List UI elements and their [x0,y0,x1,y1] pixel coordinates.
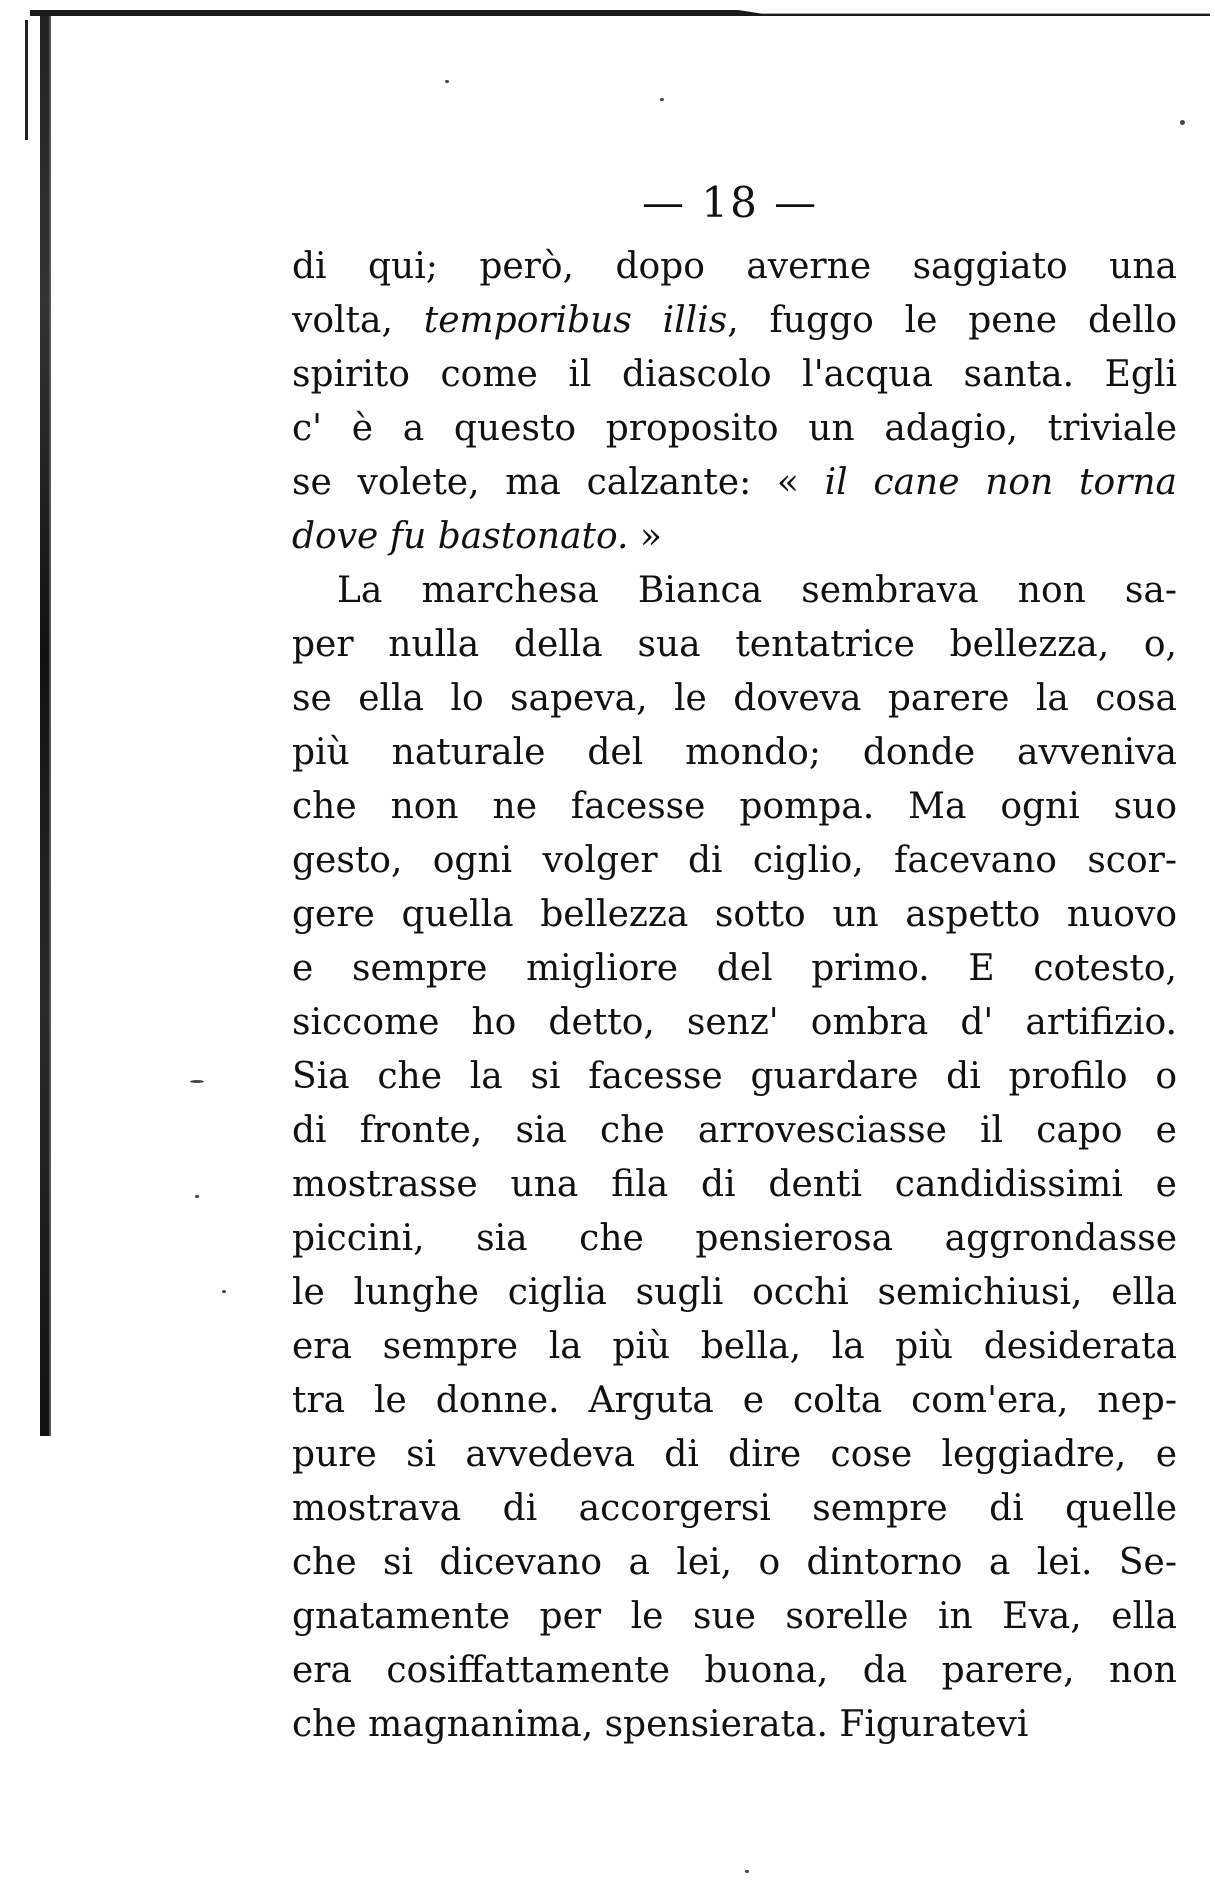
text-span: , fuggo le pene dello [727,300,1178,341]
text-span: spirito come il diascolo l'acqua santa. Egli [292,354,1177,395]
text-line [292,1482,1177,1536]
text-line [292,942,1177,996]
text-line [292,1212,1177,1266]
text-span: Sia che la si facesse guardare di profilo o [292,1056,1177,1097]
text-line [292,564,1177,618]
text-line [292,240,1177,294]
text-line [292,1104,1177,1158]
scan-speck [660,98,664,101]
text-line [292,1320,1177,1374]
text-span: gnatamente per le sue sorelle in Eva, ella [292,1596,1177,1637]
text-span: che non ne facesse pompa. Ma ogni suo [292,786,1177,827]
text-span: mostrava di accorgersi sempre di quelle [292,1488,1177,1529]
text-line [292,1374,1177,1428]
text-span: mostrasse una fila di denti candidissimi e [292,1164,1177,1205]
text-span: era sempre la più bella, la più desiderata [292,1326,1177,1367]
text-line [292,1644,1177,1698]
text-line [292,1590,1177,1644]
text-line [292,888,1177,942]
italic-text: dove fu bastonato. [292,516,629,557]
scan-speck [222,1290,226,1293]
text-line [292,348,1177,402]
italic-text: temporibus illis [423,300,728,341]
text-span: La marchesa Bianca sembrava non sa- [337,570,1177,611]
text-span: gere quella bellezza sotto un aspetto nuovo [292,894,1177,935]
text-line [292,780,1177,834]
text-line [292,510,1177,564]
text-line [292,1266,1177,1320]
text-span: che magnanima, spensierata. Figuratevi [292,1704,1029,1745]
text-span: più naturale del mondo; donde avveniva [292,732,1177,773]
text-span: le lunghe ciglia sugli occhi semichiusi, ella [292,1272,1177,1313]
scan-speck [190,1080,204,1083]
text-span: » [628,516,662,557]
text-span: di fronte, sia che arrovesciasse il capo e [292,1110,1177,1151]
text-span: se volete, ma calzante: « [292,462,825,503]
text-span: che si dicevano a lei, o dintorno a lei. Se- [292,1542,1177,1583]
text-span: se ella lo sapeva, le doveva parere la cosa [292,678,1177,719]
scan-binding-edge [40,16,51,1436]
scan-top-border [30,10,1210,16]
text-line [292,996,1177,1050]
text-line [292,834,1177,888]
text-line [292,672,1177,726]
text-line [292,1428,1177,1482]
text-span: tra le donne. Arguta e colta com'era, nep- [292,1380,1177,1421]
text-span: per nulla della sua tentatrice bellezza, o, [292,624,1177,665]
text-line [292,1158,1177,1212]
text-span: piccini, sia che pensierosa aggrondasse [292,1218,1177,1259]
text-span: pure si avvedeva di dire cose leggiadre, e [292,1434,1177,1475]
text-line [292,456,1177,510]
text-line [292,726,1177,780]
text-span: di qui; però, dopo averne saggiato una [292,246,1177,287]
text-span: siccome ho detto, senz' ombra d' artifizio. [292,1002,1177,1043]
text-line [292,1536,1177,1590]
text-span: c' è a questo proposito un adagio, triviale [292,408,1177,449]
text-span: e sempre migliore del primo. E cotesto, [292,948,1177,989]
text-line [292,402,1177,456]
text-line [292,1050,1177,1104]
text-span: volta, [292,300,424,341]
scan-speck [1180,120,1185,125]
text-span: gesto, ogni volger di ciglio, facevano scor- [292,840,1177,881]
text-line [292,294,1177,348]
scan-speck [195,1195,199,1198]
body-text [292,240,1177,1752]
italic-text: il cane non torna [824,462,1177,503]
text-line [292,618,1177,672]
text-span: era cosiffattamente buona, da parere, non [292,1650,1177,1691]
scan-speck [745,1870,749,1873]
scan-speck [445,80,449,83]
page-number: — 18 — [642,178,819,227]
text-line [292,1698,1177,1752]
scan-edge-mark [25,20,28,140]
